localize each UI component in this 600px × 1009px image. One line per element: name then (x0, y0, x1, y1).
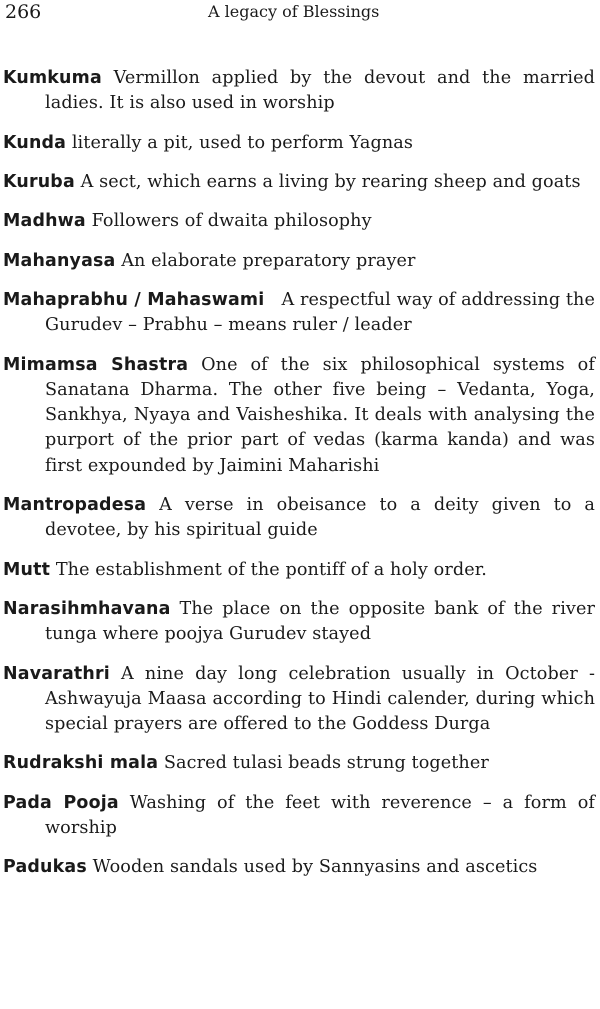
glossary-definition: The place on the opposite bank of the river tunga where poojya Gurudev stayed (45, 598, 595, 645)
glossary-definition: A verse in obeisance to a deity given to a devotee, by his spiritual guide (45, 494, 595, 541)
glossary-term: Navarathri (3, 663, 110, 684)
glossary-entry (3, 662, 595, 738)
glossary-entry (3, 249, 595, 274)
glossary-entry (3, 597, 595, 647)
glossary-entry (3, 170, 595, 195)
page-header (3, 0, 596, 30)
glossary-entry (3, 209, 595, 234)
glossary-definition: One of the six philosophical systems of Sanatana Dharma. The other five being – Vedanta, Yoga, Sankhya, Nyaya and Vaisheshika. It deals with analysing the purport of the prior part of vedas (karma kanda) and was first expounded by Jaimini Maharishi (45, 354, 595, 476)
glossary-term: Mutt (3, 559, 51, 580)
glossary-definition: Vermillon applied by the devout and the married ladies. It is also used in worship (45, 68, 595, 114)
glossary-definition: Sacred tulasi beads strung together (163, 753, 489, 774)
glossary-definition: A sect, which earns a living by rearing sheep and goats (80, 171, 581, 192)
glossary-entry (3, 288, 595, 338)
glossary-definition: literally a pit, used to perform Yagnas (71, 132, 413, 153)
glossary-definition: The establishment of the pontiff of a holy order. (55, 559, 487, 580)
glossary-term: Mimamsa Shastra (3, 354, 189, 375)
glossary-term: Kumkuma (3, 68, 102, 88)
glossary-definition: A nine day long celebration usually in October - Ashwayuja Maasa according to Hindi calender, during which special prayers are offered to the Goddess Durga (45, 663, 595, 734)
glossary-entry (3, 791, 595, 841)
glossary-entry (3, 131, 595, 156)
glossary-entry (3, 353, 595, 479)
glossary-term: Pada Pooja (3, 792, 119, 813)
glossary-definition: Wooden sandals used by Sannyasins and ascetics (92, 857, 538, 878)
glossary-term: Madhwa (3, 211, 86, 232)
glossary-definition: A respectful way of addressing the Gurudev – Prabhu – means ruler / leader (45, 290, 595, 336)
glossary-entry (3, 751, 595, 776)
glossary-term: Kuruba (3, 171, 75, 192)
running-title: A legacy of Blessings (208, 2, 380, 21)
glossary-term: Mahaprabhu / Mahaswami (3, 290, 265, 311)
glossary-definition: An elaborate preparatory prayer (121, 250, 416, 271)
glossary-entry (3, 493, 595, 543)
page-number: 266 (5, 1, 42, 23)
glossary-entry (3, 855, 595, 880)
glossary-term: Mantropadesa (3, 494, 147, 515)
glossary-term: Rudrakshi mala (3, 753, 159, 774)
glossary-term: Narasihmhavana (3, 598, 171, 619)
glossary-term: Mahanyasa (3, 250, 116, 271)
glossary-term: Kunda (3, 132, 67, 153)
glossary-term: Padukas (3, 857, 87, 878)
glossary-definition: Washing of the feet with reverence – a form of worship (45, 792, 595, 838)
glossary-entry (3, 558, 595, 583)
glossary-list (3, 66, 595, 895)
glossary-entry (3, 66, 595, 116)
glossary-definition: Followers of dwaita philosophy (91, 211, 372, 232)
